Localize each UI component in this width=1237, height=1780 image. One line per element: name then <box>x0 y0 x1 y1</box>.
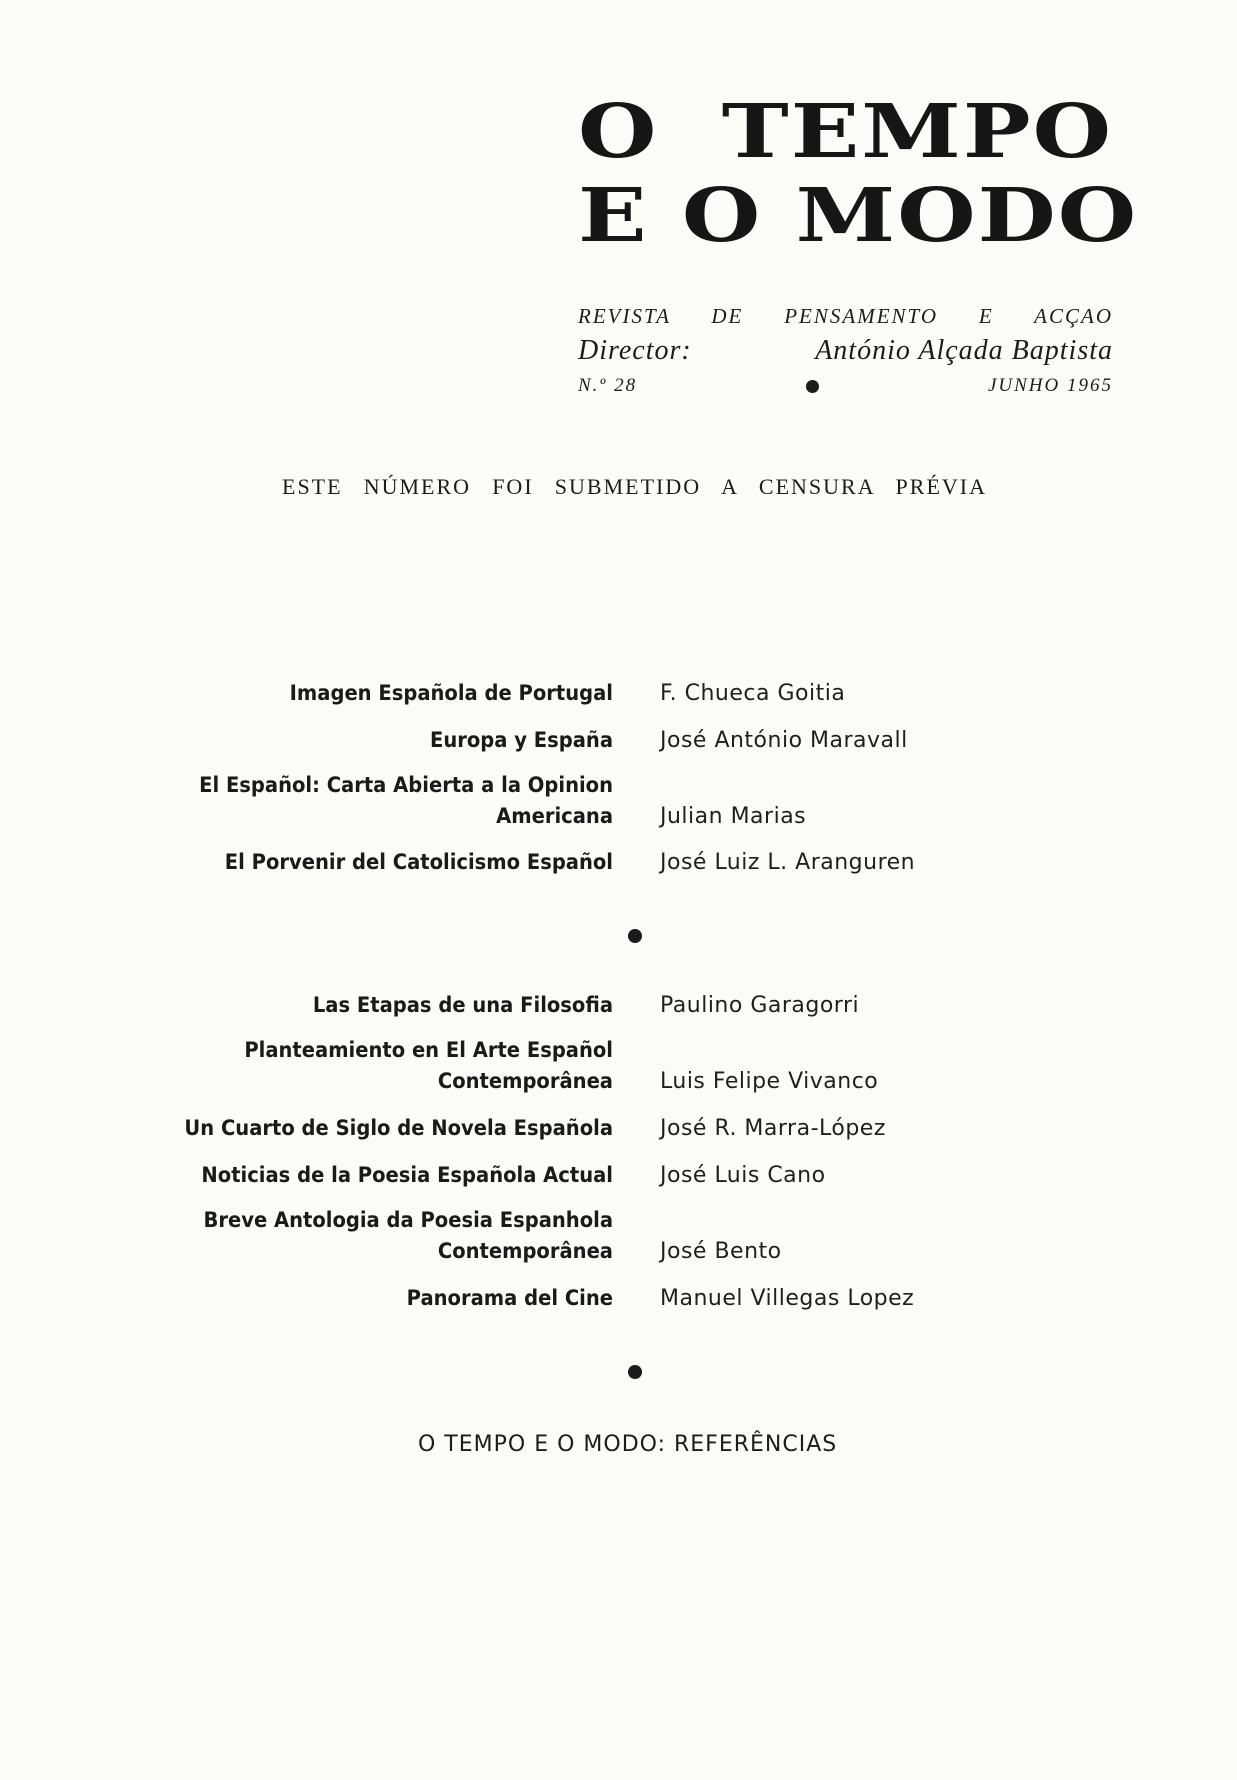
article-author: José Luiz L. Aranguren <box>660 850 916 875</box>
list-item <box>150 1035 950 1097</box>
list-item <box>150 1205 950 1267</box>
director-name: António Alçada Baptista <box>815 335 1113 366</box>
list-item <box>150 990 950 1021</box>
article-title: Planteamiento en El Arte Español Contemporânea <box>244 1038 613 1093</box>
bullet-dot-icon <box>806 380 819 393</box>
article-title: Un Cuarto de Siglo de Novela Española <box>184 1116 613 1140</box>
issue-date: JUNHO 1965 <box>987 375 1113 396</box>
article-author: José Luis Cano <box>660 1163 826 1188</box>
article-author: José Bento <box>660 1239 782 1264</box>
article-title: Imagen Española de Portugal <box>289 681 613 705</box>
article-author: Luis Felipe Vivanco <box>660 1069 879 1094</box>
article-author: José R. Marra-López <box>660 1116 886 1141</box>
list-item <box>150 725 950 756</box>
article-title: Breve Antologia da Poesia Espanhola Contemporânea <box>203 1208 613 1263</box>
article-author: Julian Marias <box>660 804 807 829</box>
article-author: F. Chueca Goitia <box>660 681 846 706</box>
magazine-subtitle: REVISTA DE PENSAMENTO E ACÇAO <box>578 304 1113 328</box>
references-heading: O TEMPO E O MODO: REFERÊNCIAS <box>418 1432 838 1457</box>
contents-section-1 <box>150 678 950 878</box>
article-author: Manuel Villegas Lopez <box>660 1286 915 1311</box>
title-line-1: O TEMPO <box>578 87 1113 175</box>
list-item <box>150 1283 950 1314</box>
article-author: José António Maravall <box>660 728 908 753</box>
list-item <box>150 678 950 709</box>
article-title: Las Etapas de una Filosofia <box>312 993 613 1017</box>
article-title: Noticias de la Poesia Española Actual <box>201 1163 614 1187</box>
article-title: Europa y España <box>430 728 613 752</box>
masthead <box>578 87 1139 397</box>
contents-section-2 <box>150 990 950 1314</box>
issue-number: N.º 28 <box>578 375 638 396</box>
title-line-2: E O MODO <box>578 171 1139 259</box>
censorship-notice: ESTE NÚMERO FOI SUBMETIDO A CENSURA PRÉVIA <box>282 474 987 499</box>
director-line <box>578 335 1113 367</box>
article-title: El Español: Carta Abierta a la Opinion Americana <box>199 773 613 828</box>
issue-row <box>578 375 1113 397</box>
list-item <box>150 1113 950 1144</box>
article-title: Panorama del Cine <box>406 1286 613 1310</box>
list-item <box>150 1160 950 1191</box>
list-item <box>150 847 950 878</box>
article-author: Paulino Garagorri <box>660 993 860 1018</box>
separator-dot-icon <box>628 929 642 943</box>
list-item <box>150 770 950 832</box>
article-title: El Porvenir del Catolicismo Español <box>224 850 613 874</box>
director-label: Director: <box>578 335 692 366</box>
separator-dot-icon <box>628 1365 642 1379</box>
